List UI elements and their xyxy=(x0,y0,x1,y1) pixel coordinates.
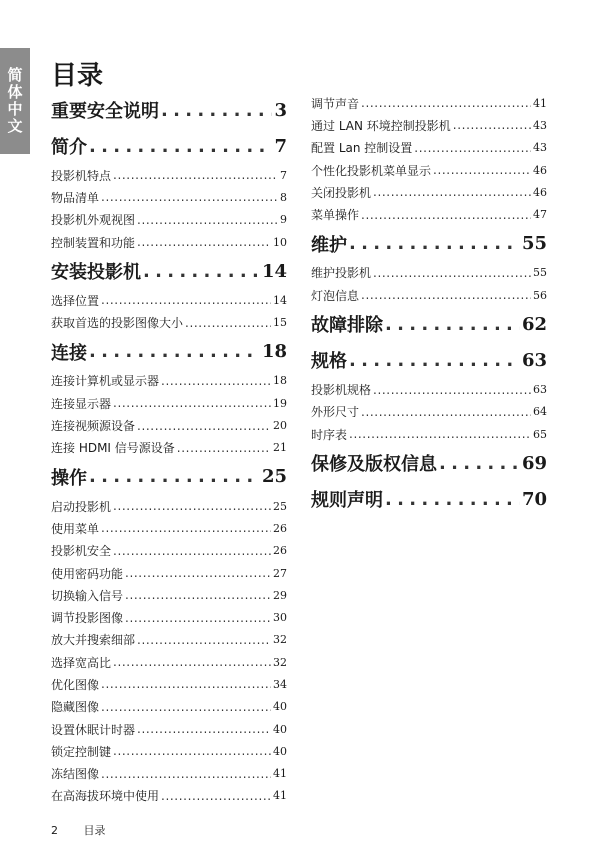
toc-dot-leader xyxy=(161,374,271,388)
toc-entry-label: 简介 xyxy=(51,137,87,158)
toc-page-number: 32 xyxy=(273,633,287,647)
toc-subsection-entry[interactable] xyxy=(51,370,287,392)
toc-page-number: 21 xyxy=(273,441,287,455)
toc-right-column xyxy=(311,92,547,517)
toc-dot-leader xyxy=(373,185,531,199)
toc-page-number: 14 xyxy=(273,293,287,307)
toc-dot-leader xyxy=(361,405,531,419)
toc-page-number: 30 xyxy=(273,611,287,625)
toc-dot-leader xyxy=(89,341,260,362)
toc-entry-label: 规则声明 xyxy=(311,490,383,512)
toc-dot-leader xyxy=(137,722,271,736)
toc-subsection-entry[interactable] xyxy=(51,562,287,584)
toc-subsection-entry[interactable] xyxy=(311,159,547,181)
toc-entry-label: 菜单操作 xyxy=(311,208,360,223)
toc-dot-leader xyxy=(125,588,271,602)
toc-page-number: 55 xyxy=(533,266,547,280)
toc-subsection-entry[interactable] xyxy=(51,392,287,414)
toc-page-number: 62 xyxy=(521,313,547,335)
toc-page-number: 19 xyxy=(273,396,287,410)
toc-dot-leader xyxy=(177,441,271,455)
page-title: 目录 xyxy=(51,61,104,91)
toc-section-entry[interactable] xyxy=(51,253,287,289)
toc-dot-leader xyxy=(414,141,531,155)
toc-entry-label: 切换输入信号 xyxy=(51,588,124,603)
toc-page-number: 64 xyxy=(533,405,547,419)
toc-page-number: 9 xyxy=(280,213,287,227)
toc-dot-leader xyxy=(125,611,271,625)
toc-subsection-entry[interactable] xyxy=(51,584,287,606)
toc-entry-label: 选择位置 xyxy=(51,293,100,308)
toc-dot-leader xyxy=(137,419,271,433)
toc-dot-leader xyxy=(161,789,271,803)
toc-page-number: 43 xyxy=(533,141,547,155)
toc-dot-leader xyxy=(137,213,278,227)
toc-section-entry[interactable] xyxy=(51,128,287,164)
toc-dot-leader xyxy=(113,544,271,558)
toc-entry-label: 使用密码功能 xyxy=(51,566,124,581)
toc-dot-leader xyxy=(361,96,531,110)
toc-page-number: 41 xyxy=(533,96,547,110)
toc-dot-leader xyxy=(137,235,271,249)
toc-entry-label: 冻结图像 xyxy=(51,767,100,782)
toc-page-number: 29 xyxy=(273,588,287,602)
toc-entry-label: 在高海拔环境中使用 xyxy=(51,789,160,804)
toc-dot-leader xyxy=(433,163,531,177)
toc-subsection-entry[interactable] xyxy=(51,231,287,253)
toc-entry-label: 保修及版权信息 xyxy=(311,454,437,476)
toc-entry-label: 维护 xyxy=(311,234,347,256)
toc-section-entry[interactable] xyxy=(51,334,287,370)
toc-entry-label: 维护投影机 xyxy=(311,266,372,281)
toc-dot-leader xyxy=(349,427,531,441)
toc-dot-leader xyxy=(373,266,531,280)
toc-page-number: 7 xyxy=(274,135,287,157)
toc-page-number: 41 xyxy=(273,767,287,781)
page-footer xyxy=(51,822,106,838)
toc-dot-leader xyxy=(361,288,531,302)
toc-page-number: 8 xyxy=(280,190,287,204)
toc-entry-label: 获取首选的投影图像大小 xyxy=(51,316,184,331)
footer-page-number: 2 xyxy=(51,824,58,837)
toc-page-number: 55 xyxy=(521,233,547,255)
toc-subsection-entry[interactable] xyxy=(51,606,287,628)
toc-subsection-entry[interactable] xyxy=(51,414,287,436)
toc-dot-leader xyxy=(101,190,278,204)
toc-subsection-entry[interactable] xyxy=(51,311,287,333)
toc-dot-leader xyxy=(101,767,271,781)
toc-dot-leader xyxy=(101,293,271,307)
toc-subsection-entry[interactable] xyxy=(51,495,287,517)
toc-subsection-entry[interactable] xyxy=(311,114,547,136)
toc-dot-leader xyxy=(101,521,271,535)
toc-page-number: 25 xyxy=(261,466,287,488)
toc-subsection-entry[interactable] xyxy=(311,92,547,114)
toc-dot-leader xyxy=(113,168,278,182)
toc-page-number: 65 xyxy=(533,427,547,441)
toc-page-number: 26 xyxy=(273,521,287,535)
toc-page-number: 56 xyxy=(533,288,547,302)
toc-dot-leader xyxy=(349,350,520,371)
toc-entry-label: 操作 xyxy=(51,467,87,489)
toc-page-number: 27 xyxy=(273,566,287,580)
toc-section-entry[interactable] xyxy=(311,342,547,378)
toc-entry-label: 时序表 xyxy=(311,427,348,442)
toc-subsection-entry[interactable] xyxy=(51,718,287,740)
toc-page-number: 3 xyxy=(274,99,287,121)
toc-page-number: 70 xyxy=(521,488,547,510)
toc-page-number: 32 xyxy=(273,655,287,669)
toc-left-column xyxy=(51,92,287,807)
toc-entry-label: 使用菜单 xyxy=(51,521,100,536)
toc-dot-leader xyxy=(385,314,520,335)
toc-entry-label: 重要安全说明 xyxy=(51,101,159,122)
toc-dot-leader xyxy=(137,633,271,647)
toc-entry-label: 投影机规格 xyxy=(311,383,372,398)
toc-page-number: 25 xyxy=(273,499,287,513)
toc-subsection-entry[interactable] xyxy=(51,785,287,807)
toc-entry-label: 连接视频源设备 xyxy=(51,419,136,434)
toc-dot-leader xyxy=(161,100,272,121)
toc-dot-leader xyxy=(113,499,271,513)
toc-entry-label: 连接计算机或显示器 xyxy=(51,374,160,389)
toc-subsection-entry[interactable] xyxy=(51,763,287,785)
toc-page-number: 18 xyxy=(261,341,287,363)
toc-entry-label: 通过 LAN 环境控制投影机 xyxy=(311,118,451,133)
toc-subsection-entry[interactable] xyxy=(51,437,287,459)
toc-dot-leader xyxy=(101,700,271,714)
toc-page-number: 40 xyxy=(273,700,287,714)
toc-entry-label: 连接 HDMI 信号源设备 xyxy=(51,441,175,456)
toc-dot-leader xyxy=(113,655,271,669)
toc-entry-label: 物品清单 xyxy=(51,190,100,205)
toc-entry-label: 外形尺寸 xyxy=(311,405,360,420)
toc-entry-label: 连接 xyxy=(51,342,87,364)
toc-dot-leader xyxy=(125,566,271,580)
toc-entry-label: 规格 xyxy=(311,351,347,373)
toc-subsection-entry[interactable] xyxy=(51,540,287,562)
toc-section-entry[interactable] xyxy=(51,92,287,128)
language-tab-label: 简体中文 xyxy=(5,67,24,135)
toc-dot-leader xyxy=(89,466,260,487)
toc-entry-label: 调节投影图像 xyxy=(51,611,124,626)
toc-section-entry[interactable] xyxy=(311,226,547,262)
toc-subsection-entry[interactable] xyxy=(51,517,287,539)
toc-page-number: 40 xyxy=(273,722,287,736)
toc-section-entry[interactable] xyxy=(311,306,547,342)
toc-page-number: 34 xyxy=(273,677,287,691)
toc-subsection-entry[interactable] xyxy=(51,209,287,231)
toc-entry-label: 优化图像 xyxy=(51,677,100,692)
toc-subsection-entry[interactable] xyxy=(51,651,287,673)
toc-dot-leader xyxy=(361,208,531,222)
toc-page-number: 10 xyxy=(273,235,287,249)
toc-page-number: 18 xyxy=(273,374,287,388)
toc-dot-leader xyxy=(349,233,520,254)
toc-section-entry[interactable] xyxy=(51,459,287,495)
footer-label: 目录 xyxy=(83,824,106,837)
toc-subsection-entry[interactable] xyxy=(311,137,547,159)
toc-dot-leader xyxy=(101,677,271,691)
toc-page-number: 63 xyxy=(521,349,547,371)
toc-subsection-entry[interactable] xyxy=(311,203,547,225)
toc-entry-label: 安装投影机 xyxy=(51,262,141,284)
toc-page-number: 41 xyxy=(273,789,287,803)
toc-subsection-entry[interactable] xyxy=(51,289,287,311)
toc-section-entry[interactable] xyxy=(311,481,547,517)
toc-entry-label: 控制装置和功能 xyxy=(51,235,136,250)
toc-subsection-entry[interactable] xyxy=(311,423,547,445)
toc-entry-label: 选择宽高比 xyxy=(51,655,112,670)
toc-subsection-entry[interactable] xyxy=(51,629,287,651)
toc-entry-label: 关闭投影机 xyxy=(311,185,372,200)
toc-page-number: 7 xyxy=(280,168,287,182)
language-tab xyxy=(0,48,30,154)
toc-entry-label: 配置 Lan 控制设置 xyxy=(311,141,413,156)
toc-dot-leader xyxy=(453,118,531,132)
toc-page-number: 63 xyxy=(533,383,547,397)
toc-page-number: 40 xyxy=(273,744,287,758)
toc-subsection-entry[interactable] xyxy=(51,740,287,762)
toc-page-number: 43 xyxy=(533,118,547,132)
toc-page-number: 14 xyxy=(261,260,287,282)
toc-dot-leader xyxy=(113,744,271,758)
toc-entry-label: 启动投影机 xyxy=(51,499,112,514)
toc-entry-label: 灯泡信息 xyxy=(311,288,360,303)
toc-dot-leader xyxy=(439,453,520,474)
toc-dot-leader xyxy=(385,489,520,510)
toc-subsection-entry[interactable] xyxy=(311,262,547,284)
toc-page-number: 46 xyxy=(533,163,547,177)
toc-entry-label: 投影机特点 xyxy=(51,168,112,183)
toc-entry-label: 连接显示器 xyxy=(51,396,112,411)
toc-dot-leader xyxy=(143,261,260,282)
toc-entry-label: 故障排除 xyxy=(311,315,383,337)
toc-entry-label: 隐藏图像 xyxy=(51,700,100,715)
toc-entry-label: 投影机安全 xyxy=(51,544,112,559)
toc-page-number: 46 xyxy=(533,185,547,199)
toc-subsection-entry[interactable] xyxy=(51,673,287,695)
toc-entry-label: 调节声音 xyxy=(311,96,360,111)
toc-entry-label: 个性化投影机菜单显示 xyxy=(311,163,432,178)
toc-subsection-entry[interactable] xyxy=(311,284,547,306)
toc-page-number: 26 xyxy=(273,544,287,558)
toc-subsection-entry[interactable] xyxy=(51,186,287,208)
toc-subsection-entry[interactable] xyxy=(51,696,287,718)
toc-dot-leader xyxy=(89,136,272,157)
toc-dot-leader xyxy=(113,396,271,410)
toc-dot-leader xyxy=(185,316,271,330)
toc-subsection-entry[interactable] xyxy=(51,164,287,186)
toc-entry-label: 放大并搜索细部 xyxy=(51,633,136,648)
toc-subsection-entry[interactable] xyxy=(311,378,547,400)
toc-entry-label: 投影机外观视图 xyxy=(51,213,136,228)
toc-page-number: 20 xyxy=(273,419,287,433)
toc-page-number: 15 xyxy=(273,316,287,330)
toc-dot-leader xyxy=(373,383,531,397)
toc-subsection-entry[interactable] xyxy=(311,401,547,423)
toc-subsection-entry[interactable] xyxy=(311,181,547,203)
toc-entry-label: 设置休眠计时器 xyxy=(51,722,136,737)
toc-page-number: 47 xyxy=(533,208,547,222)
toc-page-number: 69 xyxy=(521,452,547,474)
toc-section-entry[interactable] xyxy=(311,445,547,481)
toc-entry-label: 锁定控制键 xyxy=(51,744,112,759)
